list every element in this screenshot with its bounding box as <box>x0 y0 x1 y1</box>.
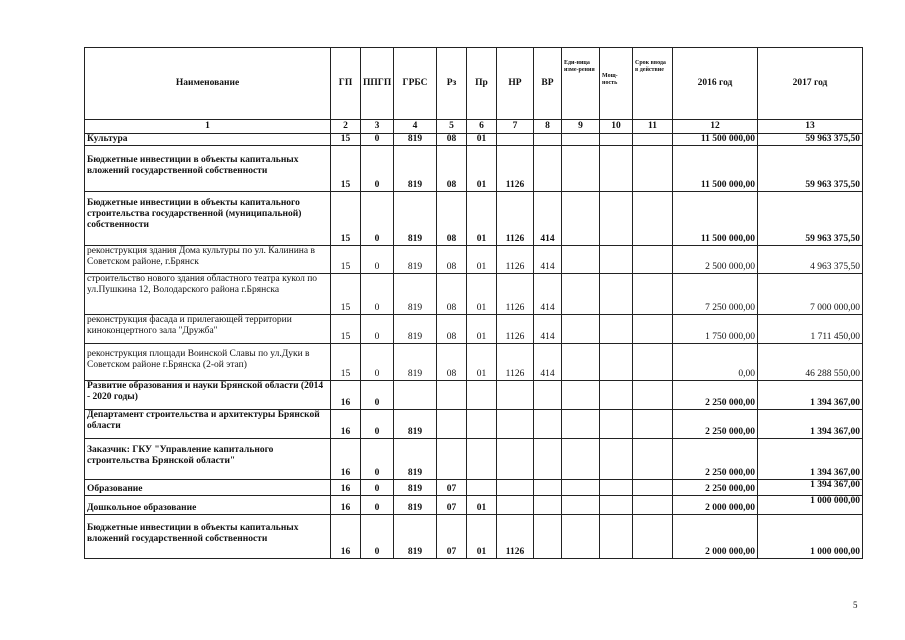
cell-pr: 01 <box>467 315 497 344</box>
cell-ppgp: 0 <box>361 192 394 246</box>
cell-2016: 11 500 000,00 <box>673 146 758 192</box>
row-name: Дошкольное образование <box>85 496 331 515</box>
cell-term <box>633 496 673 515</box>
table-row <box>85 274 863 315</box>
row-name: Бюджетные инвестиции в объекты капитальных вложений государственной собственности <box>85 515 331 559</box>
cell-ppgp: 0 <box>361 274 394 315</box>
row-name: Образование <box>85 480 331 496</box>
cell-grbs: 819 <box>394 439 437 480</box>
cell-term <box>633 134 673 146</box>
cell-ppgp: 0 <box>361 134 394 146</box>
cell-term <box>633 344 673 381</box>
cell-pr: 01 <box>467 192 497 246</box>
cell-unit <box>562 134 600 146</box>
cell-grbs: 819 <box>394 134 437 146</box>
row-name: Бюджетные инвестиции в объекты капитального строительства государственной (муниципальной) собственности <box>85 192 331 246</box>
cell-power <box>600 496 633 515</box>
cell-pr: 01 <box>467 134 497 146</box>
table-row <box>85 496 863 515</box>
table-row <box>85 192 863 246</box>
cell-rz: 08 <box>437 192 467 246</box>
cell-unit <box>562 246 600 274</box>
row-name: Бюджетные инвестиции в объекты капитальных вложений государственной собственности <box>85 146 331 192</box>
cell-power <box>600 274 633 315</box>
header-rz: Рз <box>437 48 467 120</box>
cell-power <box>600 146 633 192</box>
column-number: 5 <box>437 120 467 134</box>
cell-gp: 15 <box>331 274 361 315</box>
cell-power <box>600 410 633 439</box>
cell-pr: 01 <box>467 515 497 559</box>
cell-ppgp: 0 <box>361 515 394 559</box>
cell-2017: 4 963 375,50 <box>758 246 863 274</box>
header-grbs: ГРБС <box>394 48 437 120</box>
cell-rz <box>437 381 467 410</box>
cell-nr <box>497 480 534 496</box>
column-number: 8 <box>534 120 562 134</box>
cell-vr: 414 <box>534 246 562 274</box>
cell-term <box>633 192 673 246</box>
cell-nr: 1126 <box>497 274 534 315</box>
cell-2017: 1 394 367,00 <box>758 480 863 496</box>
cell-rz: 07 <box>437 515 467 559</box>
cell-grbs: 819 <box>394 192 437 246</box>
cell-2016: 11 500 000,00 <box>673 134 758 146</box>
cell-2017: 7 000 000,00 <box>758 274 863 315</box>
column-number: 2 <box>331 120 361 134</box>
cell-rz: 08 <box>437 315 467 344</box>
cell-vr <box>534 381 562 410</box>
cell-unit <box>562 480 600 496</box>
cell-grbs: 819 <box>394 480 437 496</box>
cell-ppgp: 0 <box>361 496 394 515</box>
cell-2016: 0,00 <box>673 344 758 381</box>
cell-power <box>600 192 633 246</box>
cell-pr <box>467 381 497 410</box>
cell-2017: 1 394 367,00 <box>758 439 863 480</box>
cell-grbs: 819 <box>394 146 437 192</box>
header-2016: 2016 год <box>673 48 758 120</box>
column-number: 7 <box>497 120 534 134</box>
cell-term <box>633 246 673 274</box>
cell-gp: 16 <box>331 439 361 480</box>
row-name: реконструкция здания Дома культуры по ул. Калинина в Советском районе, г.Брянск <box>85 246 331 274</box>
cell-ppgp: 0 <box>361 410 394 439</box>
cell-2016: 2 250 000,00 <box>673 439 758 480</box>
cell-2017: 1 000 000,00 <box>758 515 863 559</box>
row-name: строительство нового здания областного театра кукол по ул.Пушкина 12, Володарского района г.Брянска <box>85 274 331 315</box>
table-row <box>85 134 863 146</box>
column-number-row <box>85 120 863 134</box>
cell-unit <box>562 515 600 559</box>
cell-2016: 2 000 000,00 <box>673 515 758 559</box>
table-row <box>85 515 863 559</box>
cell-vr <box>534 496 562 515</box>
header-power: Мощ-ность <box>600 48 633 120</box>
table-row <box>85 381 863 410</box>
cell-gp: 15 <box>331 344 361 381</box>
cell-rz: 08 <box>437 146 467 192</box>
cell-unit <box>562 192 600 246</box>
cell-2017: 46 288 550,00 <box>758 344 863 381</box>
cell-term <box>633 480 673 496</box>
cell-grbs: 819 <box>394 246 437 274</box>
cell-ppgp: 0 <box>361 315 394 344</box>
cell-grbs: 819 <box>394 410 437 439</box>
cell-rz: 08 <box>437 274 467 315</box>
cell-ppgp: 0 <box>361 480 394 496</box>
row-name: Департамент строительства и архитектуры Брянской области <box>85 410 331 439</box>
header-vr: ВР <box>534 48 562 120</box>
table-row <box>85 439 863 480</box>
cell-2016: 2 000 000,00 <box>673 496 758 515</box>
cell-2016: 2 250 000,00 <box>673 480 758 496</box>
header-nr: НР <box>497 48 534 120</box>
cell-nr: 1126 <box>497 315 534 344</box>
cell-nr: 1126 <box>497 515 534 559</box>
row-name: Развитие образования и науки Брянской области (2014 - 2020 годы) <box>85 381 331 410</box>
cell-vr <box>534 480 562 496</box>
cell-ppgp: 0 <box>361 439 394 480</box>
table-row <box>85 315 863 344</box>
cell-rz: 08 <box>437 134 467 146</box>
header-gp: ГП <box>331 48 361 120</box>
cell-2017: 1 711 450,00 <box>758 315 863 344</box>
cell-nr <box>497 496 534 515</box>
column-number: 13 <box>758 120 863 134</box>
cell-term <box>633 315 673 344</box>
cell-nr <box>497 134 534 146</box>
row-name: реконструкция фасада и прилегающей территории киноконцертного зала "Дружба" <box>85 315 331 344</box>
cell-gp: 16 <box>331 410 361 439</box>
cell-nr: 1126 <box>497 192 534 246</box>
cell-gp: 15 <box>331 246 361 274</box>
cell-2017: 59 963 375,50 <box>758 192 863 246</box>
cell-unit <box>562 496 600 515</box>
cell-term <box>633 515 673 559</box>
cell-unit <box>562 274 600 315</box>
cell-pr <box>467 439 497 480</box>
cell-unit <box>562 439 600 480</box>
cell-power <box>600 134 633 146</box>
cell-ppgp: 0 <box>361 246 394 274</box>
cell-pr <box>467 410 497 439</box>
cell-grbs <box>394 381 437 410</box>
cell-vr: 414 <box>534 274 562 315</box>
cell-term <box>633 381 673 410</box>
header-2017: 2017 год <box>758 48 863 120</box>
cell-2017: 1 000 000,00 <box>758 496 863 515</box>
table-row <box>85 146 863 192</box>
header-row <box>85 48 863 120</box>
cell-nr <box>497 439 534 480</box>
table-row <box>85 480 863 496</box>
cell-vr <box>534 146 562 192</box>
cell-unit <box>562 410 600 439</box>
cell-grbs: 819 <box>394 344 437 381</box>
header-ppgp: ППГП <box>361 48 394 120</box>
header-term: Срок ввода в действие <box>633 48 673 120</box>
cell-2016: 2 250 000,00 <box>673 410 758 439</box>
cell-vr <box>534 515 562 559</box>
budget-table <box>84 47 863 559</box>
cell-power <box>600 381 633 410</box>
header-unit: Еди-ница изме-рения <box>562 48 600 120</box>
column-number: 11 <box>633 120 673 134</box>
cell-grbs: 819 <box>394 274 437 315</box>
cell-rz <box>437 410 467 439</box>
table-row <box>85 344 863 381</box>
cell-vr <box>534 439 562 480</box>
cell-gp: 15 <box>331 315 361 344</box>
cell-nr <box>497 381 534 410</box>
column-number: 1 <box>85 120 331 134</box>
cell-vr: 414 <box>534 315 562 344</box>
cell-gp: 15 <box>331 192 361 246</box>
cell-term <box>633 146 673 192</box>
cell-nr: 1126 <box>497 344 534 381</box>
cell-2016: 7 250 000,00 <box>673 274 758 315</box>
cell-gp: 16 <box>331 480 361 496</box>
cell-pr: 01 <box>467 146 497 192</box>
cell-pr <box>467 480 497 496</box>
cell-2017: 1 394 367,00 <box>758 410 863 439</box>
cell-unit <box>562 381 600 410</box>
cell-power <box>600 439 633 480</box>
cell-rz: 08 <box>437 246 467 274</box>
cell-gp: 16 <box>331 381 361 410</box>
cell-gp: 15 <box>331 146 361 192</box>
cell-rz <box>437 439 467 480</box>
cell-2016: 2 250 000,00 <box>673 381 758 410</box>
cell-grbs: 819 <box>394 496 437 515</box>
column-number: 4 <box>394 120 437 134</box>
cell-nr <box>497 410 534 439</box>
cell-2017: 59 963 375,50 <box>758 146 863 192</box>
cell-unit <box>562 146 600 192</box>
cell-rz: 07 <box>437 496 467 515</box>
table-row <box>85 410 863 439</box>
cell-power <box>600 344 633 381</box>
cell-term <box>633 274 673 315</box>
page-number: 5 <box>853 600 858 610</box>
cell-rz: 08 <box>437 344 467 381</box>
cell-power <box>600 315 633 344</box>
cell-term <box>633 439 673 480</box>
cell-unit <box>562 315 600 344</box>
row-name: реконструкция площади Воинской Славы по ул.Дуки в Советском районе г.Брянска (2-ой этап) <box>85 344 331 381</box>
cell-2016: 11 500 000,00 <box>673 192 758 246</box>
cell-vr <box>534 410 562 439</box>
cell-2017: 1 394 367,00 <box>758 381 863 410</box>
cell-2016: 1 750 000,00 <box>673 315 758 344</box>
column-number: 9 <box>562 120 600 134</box>
cell-ppgp: 0 <box>361 381 394 410</box>
cell-grbs: 819 <box>394 515 437 559</box>
column-number: 10 <box>600 120 633 134</box>
cell-grbs: 819 <box>394 315 437 344</box>
cell-2017: 59 963 375,50 <box>758 134 863 146</box>
cell-pr: 01 <box>467 274 497 315</box>
cell-gp: 15 <box>331 134 361 146</box>
cell-nr: 1126 <box>497 146 534 192</box>
row-name: Культура <box>85 134 331 146</box>
column-number: 6 <box>467 120 497 134</box>
cell-vr <box>534 134 562 146</box>
cell-vr: 414 <box>534 192 562 246</box>
cell-pr: 01 <box>467 496 497 515</box>
header-pr: Пр <box>467 48 497 120</box>
cell-pr: 01 <box>467 344 497 381</box>
cell-gp: 16 <box>331 515 361 559</box>
cell-ppgp: 0 <box>361 344 394 381</box>
cell-gp: 16 <box>331 496 361 515</box>
column-number: 3 <box>361 120 394 134</box>
cell-term <box>633 410 673 439</box>
cell-nr: 1126 <box>497 246 534 274</box>
cell-power <box>600 480 633 496</box>
cell-unit <box>562 344 600 381</box>
cell-pr: 01 <box>467 246 497 274</box>
cell-power <box>600 246 633 274</box>
cell-power <box>600 515 633 559</box>
cell-ppgp: 0 <box>361 146 394 192</box>
cell-vr: 414 <box>534 344 562 381</box>
cell-rz: 07 <box>437 480 467 496</box>
cell-2016: 2 500 000,00 <box>673 246 758 274</box>
table-row <box>85 246 863 274</box>
header-name: Наименование <box>85 48 331 120</box>
row-name: Заказчик: ГКУ "Управление капитального строительства Брянской области" <box>85 439 331 480</box>
column-number: 12 <box>673 120 758 134</box>
